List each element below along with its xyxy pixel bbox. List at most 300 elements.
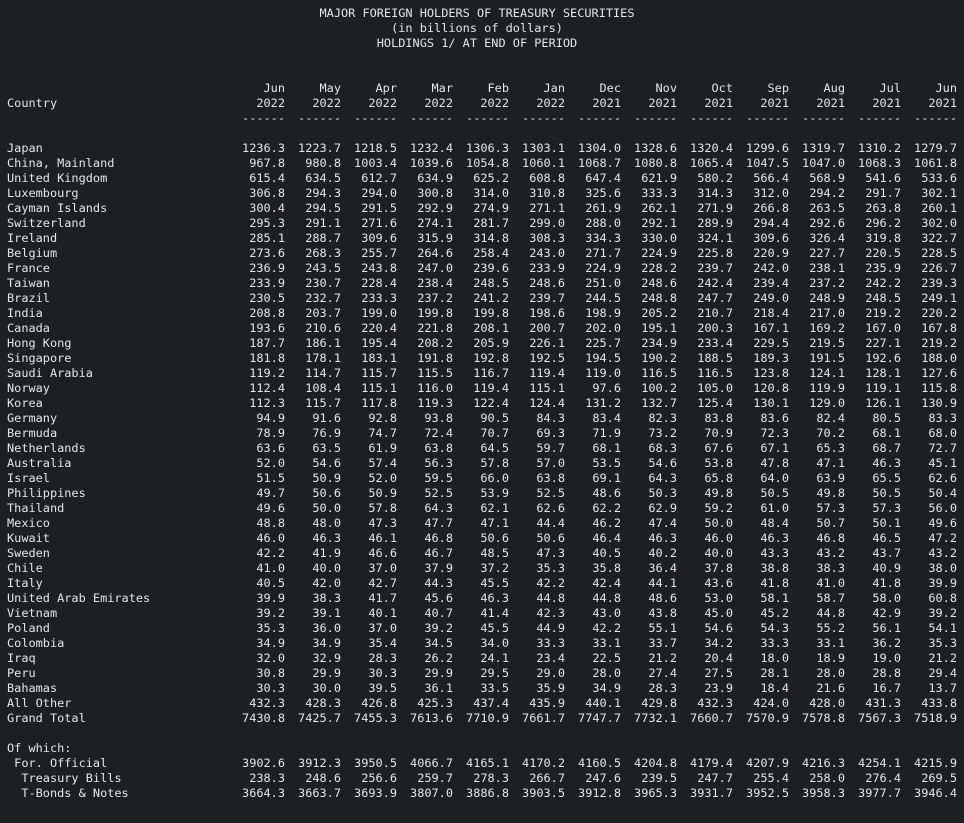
holding-value: 3950.5: [354, 756, 397, 770]
holding-value: 426.8: [361, 696, 397, 710]
holding-value: 57.4: [368, 456, 397, 470]
holding-value: 319.8: [865, 231, 901, 245]
country-name: All Other: [7, 696, 72, 710]
holding-value: 198.6: [529, 306, 565, 320]
holding-value: 41.0: [256, 561, 285, 575]
holding-value: 64.0: [760, 471, 789, 485]
holding-value: 50.0: [704, 516, 733, 530]
column-header-month: Jan: [543, 81, 565, 95]
holding-value: 239.5: [641, 771, 677, 785]
holding-value: 1061.8: [914, 156, 957, 170]
holding-value: 273.6: [249, 246, 285, 260]
holding-value: 208.8: [249, 306, 285, 320]
holding-value: 41.0: [816, 576, 845, 590]
holding-value: 268.3: [305, 246, 341, 260]
holding-value: 266.7: [529, 771, 565, 785]
holding-value: 258.0: [809, 771, 845, 785]
holding-value: 34.0: [480, 636, 509, 650]
holding-value: 94.9: [256, 411, 285, 425]
holding-value: 57.3: [816, 501, 845, 515]
holding-value: 167.0: [865, 321, 901, 335]
holding-value: 289.9: [697, 216, 733, 230]
holding-value: 46.1: [368, 531, 397, 545]
holding-value: 28.8: [872, 666, 901, 680]
country-name: Canada: [7, 321, 50, 335]
table-row: [7, 156, 964, 171]
holding-value: 47.1: [480, 516, 509, 530]
table-row: [7, 786, 964, 801]
holding-value: 294.5: [305, 201, 341, 215]
holding-value: 119.4: [473, 381, 509, 395]
holding-value: 291.5: [361, 201, 397, 215]
holding-value: 22.5: [592, 651, 621, 665]
holding-value: 50.1: [872, 516, 901, 530]
holding-value: 322.7: [921, 231, 957, 245]
holding-value: 78.9: [256, 426, 285, 440]
holding-value: 249.1: [921, 291, 957, 305]
holding-value: 18.0: [760, 651, 789, 665]
holding-value: 54.6: [648, 456, 677, 470]
holding-value: 274.9: [473, 201, 509, 215]
column-divider: ------: [354, 111, 397, 125]
holding-value: 312.0: [753, 186, 789, 200]
holding-value: 1279.7: [914, 141, 957, 155]
column-divider: ------: [578, 111, 621, 125]
holding-value: 42.2: [256, 546, 285, 560]
holding-value: 18.9: [816, 651, 845, 665]
holding-value: 33.1: [816, 636, 845, 650]
holding-value: 291.1: [305, 216, 341, 230]
holding-value: 56.1: [872, 621, 901, 635]
holding-value: 43.7: [872, 546, 901, 560]
holding-value: 300.4: [249, 201, 285, 215]
country-name: Colombia: [7, 636, 65, 650]
holding-value: 7661.7: [522, 711, 565, 725]
country-name: France: [7, 261, 50, 275]
holding-value: 178.1: [305, 351, 341, 365]
holding-value: 228.4: [361, 276, 397, 290]
holding-value: 294.2: [809, 186, 845, 200]
country-name: Saudi Arabia: [7, 366, 93, 380]
holding-value: 57.8: [368, 501, 397, 515]
holding-value: 83.8: [704, 411, 733, 425]
holding-value: 33.1: [592, 636, 621, 650]
holding-value: 42.7: [368, 576, 397, 590]
header-year-row: [7, 96, 964, 111]
holding-value: 199.8: [473, 306, 509, 320]
holding-value: 50.3: [648, 486, 677, 500]
holding-value: 221.8: [417, 321, 453, 335]
column-header-year: 2021: [592, 96, 621, 110]
holding-value: 54.6: [312, 456, 341, 470]
column-divider: ------: [746, 111, 789, 125]
holding-value: 198.9: [585, 306, 621, 320]
holding-value: 39.9: [928, 576, 957, 590]
country-name: Mexico: [7, 516, 50, 530]
holding-value: 37.8: [704, 561, 733, 575]
holding-value: 220.9: [753, 246, 789, 260]
holding-value: 248.6: [641, 276, 677, 290]
holding-value: 34.9: [592, 681, 621, 695]
holding-value: 269.5: [921, 771, 957, 785]
holding-value: 44.8: [592, 591, 621, 605]
holding-value: 192.5: [529, 351, 565, 365]
holding-value: 314.0: [473, 186, 509, 200]
holding-value: 33.7: [648, 636, 677, 650]
holding-value: 199.0: [361, 306, 397, 320]
holding-value: 129.0: [809, 396, 845, 410]
country-name: Chile: [7, 561, 43, 575]
holding-value: 48.6: [592, 486, 621, 500]
holding-value: 29.9: [424, 666, 453, 680]
holding-value: 46.3: [872, 456, 901, 470]
holding-value: 234.9: [641, 336, 677, 350]
holding-value: 7518.9: [914, 711, 957, 725]
holding-value: 167.1: [753, 321, 789, 335]
holding-value: 115.7: [361, 366, 397, 380]
holding-value: 295.3: [249, 216, 285, 230]
holding-value: 64.3: [424, 501, 453, 515]
holding-value: 128.1: [865, 366, 901, 380]
holding-value: 47.3: [368, 516, 397, 530]
holding-value: 334.3: [585, 231, 621, 245]
holding-value: 24.1: [480, 651, 509, 665]
table-row: [7, 606, 964, 621]
holding-value: 97.6: [592, 381, 621, 395]
table-row: [7, 561, 964, 576]
column-header-year: 2021: [704, 96, 733, 110]
table-row: [7, 651, 964, 666]
holding-value: 4066.7: [410, 756, 453, 770]
holding-value: 59.2: [704, 501, 733, 515]
holding-value: 30.3: [368, 666, 397, 680]
holding-value: 1232.4: [410, 141, 453, 155]
holding-value: 1003.4: [354, 156, 397, 170]
holding-value: 302.1: [921, 186, 957, 200]
holding-value: 42.9: [872, 606, 901, 620]
holding-value: 256.6: [361, 771, 397, 785]
holding-value: 239.7: [697, 261, 733, 275]
country-name: Sweden: [7, 546, 50, 560]
holding-value: 309.6: [361, 231, 397, 245]
holding-value: 1306.3: [466, 141, 509, 155]
holding-value: 4254.1: [858, 756, 901, 770]
holding-value: 42.2: [592, 621, 621, 635]
holding-value: 281.7: [473, 216, 509, 230]
holding-value: 69.3: [536, 426, 565, 440]
holding-value: 437.4: [473, 696, 509, 710]
holding-value: 52.0: [368, 471, 397, 485]
holding-value: 44.1: [648, 576, 677, 590]
holding-value: 271.7: [585, 246, 621, 260]
holding-value: 65.5: [872, 471, 901, 485]
holding-value: 80.5: [872, 411, 901, 425]
country-name: Singapore: [7, 351, 72, 365]
country-name: Luxembourg: [7, 186, 79, 200]
holding-value: 43.6: [704, 576, 733, 590]
holding-value: 167.8: [921, 321, 957, 335]
holding-value: 37.0: [368, 621, 397, 635]
holding-value: 566.4: [753, 171, 789, 185]
holding-value: 116.5: [641, 366, 677, 380]
table-row: [7, 501, 964, 516]
holding-value: 50.5: [760, 486, 789, 500]
holding-value: 247.7: [697, 291, 733, 305]
holding-value: 38.3: [312, 591, 341, 605]
holding-value: 57.8: [480, 456, 509, 470]
country-name: Netherlands: [7, 441, 86, 455]
holding-value: 116.7: [473, 366, 509, 380]
holding-value: 16.7: [872, 681, 901, 695]
holding-value: 35.3: [536, 561, 565, 575]
holding-value: 226.7: [921, 261, 957, 275]
holding-value: 53.8: [704, 456, 733, 470]
holding-value: 70.9: [704, 426, 733, 440]
holding-value: 39.2: [424, 621, 453, 635]
holding-value: 124.4: [529, 396, 565, 410]
holding-value: 58.7: [816, 591, 845, 605]
holding-value: 276.4: [865, 771, 901, 785]
column-header-month: Dec: [599, 81, 621, 95]
holding-value: 233.4: [697, 336, 733, 350]
column-divider: ------: [858, 111, 901, 125]
holding-value: 230.7: [305, 276, 341, 290]
table-row: [7, 531, 964, 546]
holding-value: 41.8: [760, 576, 789, 590]
holding-value: 1080.8: [634, 156, 677, 170]
holding-value: 203.7: [305, 306, 341, 320]
holding-value: 3965.3: [634, 786, 677, 800]
holding-value: 251.0: [585, 276, 621, 290]
holding-value: 40.0: [704, 546, 733, 560]
holding-value: 7578.8: [802, 711, 845, 725]
holding-value: 980.8: [305, 156, 341, 170]
holding-value: 4179.4: [690, 756, 733, 770]
holding-value: 117.8: [361, 396, 397, 410]
holding-value: 28.1: [760, 666, 789, 680]
holding-value: 243.0: [529, 246, 565, 260]
table-row: [7, 546, 964, 561]
holding-value: 53.0: [704, 591, 733, 605]
holding-value: 224.9: [641, 246, 677, 260]
holding-value: 72.7: [928, 441, 957, 455]
holding-value: 42.3: [536, 606, 565, 620]
holding-value: 49.6: [256, 501, 285, 515]
country-name: Grand Total: [7, 711, 86, 725]
table-row: [7, 291, 964, 306]
holding-value: 112.3: [249, 396, 285, 410]
holding-value: 44.8: [536, 591, 565, 605]
holding-value: 244.5: [585, 291, 621, 305]
holding-value: 46.7: [424, 546, 453, 560]
holding-value: 46.8: [424, 531, 453, 545]
holding-value: 228.5: [921, 246, 957, 260]
table-row: [7, 411, 964, 426]
holding-value: 29.9: [312, 666, 341, 680]
holding-value: 431.3: [865, 696, 901, 710]
holding-value: 28.3: [648, 681, 677, 695]
holding-value: 46.3: [648, 531, 677, 545]
holding-value: 62.1: [480, 501, 509, 515]
holding-value: 62.6: [928, 471, 957, 485]
holding-value: 194.5: [585, 351, 621, 365]
holding-value: 47.3: [536, 546, 565, 560]
holding-value: 226.1: [529, 336, 565, 350]
holding-value: 38.3: [816, 561, 845, 575]
holding-value: 48.0: [312, 516, 341, 530]
holding-value: 50.9: [368, 486, 397, 500]
holding-value: 68.0: [928, 426, 957, 440]
holding-value: 248.6: [529, 276, 565, 290]
holding-value: 220.2: [921, 306, 957, 320]
holding-value: 62.6: [536, 501, 565, 515]
holding-value: 52.0: [256, 456, 285, 470]
column-header-year: 2021: [928, 96, 957, 110]
holding-value: 47.7: [424, 516, 453, 530]
holding-value: 262.1: [641, 201, 677, 215]
holding-value: 432.3: [249, 696, 285, 710]
holding-value: 248.5: [473, 276, 509, 290]
column-header-year: 2022: [256, 96, 285, 110]
holding-value: 49.8: [816, 486, 845, 500]
holding-value: 57.3: [872, 501, 901, 515]
holding-value: 52.5: [536, 486, 565, 500]
column-divider: ------: [242, 111, 285, 125]
holding-value: 126.1: [865, 396, 901, 410]
holding-value: 27.5: [704, 666, 733, 680]
holding-value: 192.8: [473, 351, 509, 365]
holding-value: 124.1: [809, 366, 845, 380]
holding-value: 3886.8: [466, 786, 509, 800]
holding-value: 325.6: [585, 186, 621, 200]
holding-value: 43.8: [648, 606, 677, 620]
column-header-year: 2021: [872, 96, 901, 110]
holding-value: 274.1: [417, 216, 453, 230]
holding-value: 429.8: [641, 696, 677, 710]
holding-value: 3931.7: [690, 786, 733, 800]
holding-value: 183.1: [361, 351, 397, 365]
holding-value: 52.5: [424, 486, 453, 500]
column-header-month: Aug: [823, 81, 845, 95]
holding-value: 210.6: [305, 321, 341, 335]
holding-value: 120.8: [753, 381, 789, 395]
country-column-header: Country: [7, 96, 58, 110]
holding-value: 239.4: [753, 276, 789, 290]
holding-value: 37.9: [424, 561, 453, 575]
table-row: [7, 456, 964, 471]
holding-value: 7747.7: [578, 711, 621, 725]
holding-value: 263.8: [865, 201, 901, 215]
holding-value: 43.2: [928, 546, 957, 560]
holding-value: 68.1: [592, 441, 621, 455]
holding-value: 242.4: [697, 276, 733, 290]
holding-value: 59.7: [536, 441, 565, 455]
column-divider: ------: [914, 111, 957, 125]
holding-value: 3903.5: [522, 786, 565, 800]
table-row: [7, 621, 964, 636]
holding-value: 50.6: [480, 531, 509, 545]
holding-value: 33.3: [760, 636, 789, 650]
holding-value: 29.4: [928, 666, 957, 680]
holding-value: 30.3: [256, 681, 285, 695]
holding-value: 63.8: [536, 471, 565, 485]
holding-value: 119.2: [249, 366, 285, 380]
holding-value: 4204.8: [634, 756, 677, 770]
holding-value: 169.2: [809, 321, 845, 335]
holding-value: 34.5: [424, 636, 453, 650]
holding-value: 208.2: [417, 336, 453, 350]
holding-value: 32.9: [312, 651, 341, 665]
holding-value: 219.2: [921, 336, 957, 350]
holding-value: 108.4: [305, 381, 341, 395]
table-row: [7, 471, 964, 486]
holding-value: 3663.7: [298, 786, 341, 800]
holding-value: 288.0: [585, 216, 621, 230]
country-name: Hong Kong: [7, 336, 72, 350]
holding-value: 425.3: [417, 696, 453, 710]
column-divider: ------: [410, 111, 453, 125]
holding-value: 228.2: [641, 261, 677, 275]
holding-value: 580.2: [697, 171, 733, 185]
holding-value: 1218.5: [354, 141, 397, 155]
holding-value: 187.7: [249, 336, 285, 350]
country-name: Iraq: [7, 651, 36, 665]
holding-value: 233.3: [361, 291, 397, 305]
holding-value: 28.3: [368, 651, 397, 665]
holding-value: 46.0: [256, 531, 285, 545]
holding-value: 50.0: [312, 501, 341, 515]
holding-value: 190.2: [641, 351, 677, 365]
holding-value: 82.3: [648, 411, 677, 425]
holding-value: 189.3: [753, 351, 789, 365]
of-which-label-row: [7, 741, 964, 756]
holding-value: 122.4: [473, 396, 509, 410]
holding-value: 195.1: [641, 321, 677, 335]
column-divider: ------: [522, 111, 565, 125]
holding-value: 7613.6: [410, 711, 453, 725]
holding-value: 219.5: [809, 336, 845, 350]
holding-value: 132.7: [641, 396, 677, 410]
holding-value: 3807.0: [410, 786, 453, 800]
holding-value: 229.5: [753, 336, 789, 350]
holding-value: 48.4: [760, 516, 789, 530]
holding-value: 13.7: [928, 681, 957, 695]
holding-value: 300.8: [417, 186, 453, 200]
holding-value: 186.1: [305, 336, 341, 350]
holding-value: 37.0: [368, 561, 397, 575]
holding-value: 248.5: [865, 291, 901, 305]
table-row: [7, 486, 964, 501]
holding-value: 42.0: [312, 576, 341, 590]
country-name: Brazil: [7, 291, 50, 305]
holding-value: 46.4: [592, 531, 621, 545]
holding-value: 1039.6: [410, 156, 453, 170]
holding-value: 116.5: [697, 366, 733, 380]
holding-value: 72.4: [424, 426, 453, 440]
holding-value: 45.1: [928, 456, 957, 470]
holding-value: 239.3: [921, 276, 957, 290]
holding-value: 50.5: [872, 486, 901, 500]
holding-value: 239.7: [529, 291, 565, 305]
table-row: [7, 186, 964, 201]
holding-value: 84.3: [536, 411, 565, 425]
header-month-row: [7, 81, 964, 96]
column-header-year: 2021: [760, 96, 789, 110]
holding-value: 41.9: [312, 546, 341, 560]
column-header-month: Jun: [263, 81, 285, 95]
holding-value: 123.8: [753, 366, 789, 380]
holding-value: 220.5: [865, 246, 901, 260]
